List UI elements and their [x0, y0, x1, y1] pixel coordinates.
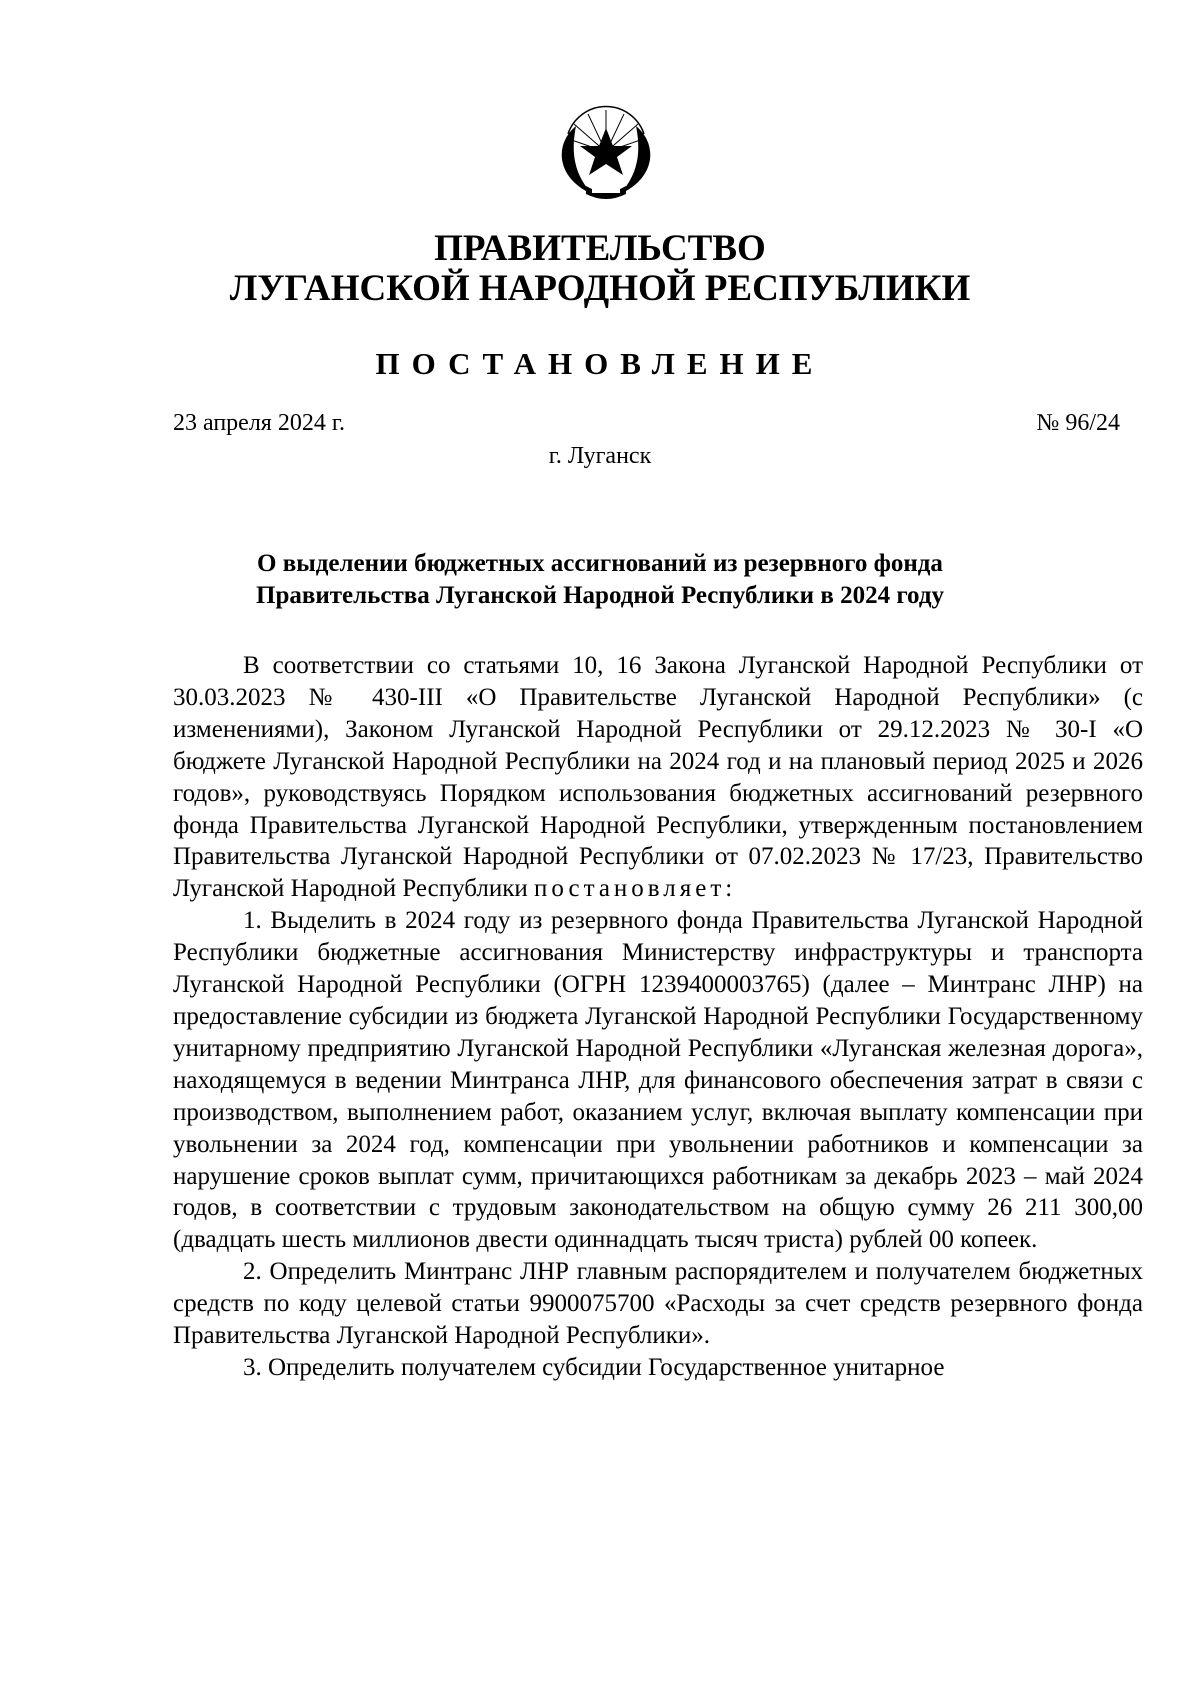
- document-title-line2: Правительства Луганской Народной Республики в 2024 году: [256, 582, 944, 609]
- document-city: г. Луганск: [548, 443, 652, 469]
- preamble-text: В соответствии со статьями 10, 16 Закона Луганской Народной Республики от 30.03.2023 № 430-III «О Правительстве Луганской Народной Республики» (с изменениями), Законом Луганской Народной Республики от 29.12.2023 № 30-I «О бюджете Луганской Народной Республики на 2024 год и на плановый период 2025 и 2026 годов», руководствуясь Порядком использования бюджетных ассигнований резервного фонда Правительства Луганской Народной Республики, утвержденным постановлением Правительства Луганской Народной Республики от 07.02.2023 № 17/23, Правительство Луганской Народной Республики: [173, 652, 1143, 903]
- item-2-paragraph: 2. Определить Минтранс ЛНР главным распорядителем и получателем бюджетных средств по коду целевой статьи 9900075700 «Расходы за счет средств резервного фонда Правительства Луганской Народной Республики».: [173, 1258, 1143, 1350]
- organization-title-line1: ПРАВИТЕЛЬСТВО: [434, 228, 766, 269]
- organization-title-line2: ЛУГАНСКОЙ НАРОДНОЙ РЕСПУБЛИКИ: [229, 268, 971, 309]
- document-title: [220, 548, 980, 612]
- document-type: ПОСТАНОВЛЕНИЕ: [375, 346, 825, 381]
- preamble-paragraph: [173, 650, 1143, 905]
- document-title-line1: О выделении бюджетных ассигнований из резервного фонда: [257, 550, 943, 577]
- item-1-paragraph: 1. Выделить в 2024 году из резервного фонда Правительства Луганской Народной Республики бюджетные ассигнования Министерству инфраструктуры и транспорта Луганской Народной Республики (ОГРН 1239400003765) (далее – Минтранс ЛНР) на предоставление субсидии из бюджета Луганской Народной Республики Государственному унитарному предприятию Луганской Народной Республики «Луганская железная дорога», находящемуся в ведении Минтранса ЛНР, для финансового обеспечения затрат в связи с производством, выполнением работ, оказанием услуг, включая выплату компенсации при увольнении за 2024 год, компенсации при увольнении работников и компенсации за нарушение сроков выплат сумм, причитающихся работникам за декабрь 2023 – май 2024 годов, в соответствии с трудовым законодательством на общую сумму 26 211 300,00 (двадцать шесть миллионов двести одиннадцать тысяч триста) рублей 00 копеек.: [173, 907, 1143, 1254]
- decree-word: постановляет:: [534, 875, 737, 903]
- document-date: 23 апреля 2024 г.: [173, 410, 345, 436]
- coat-of-arms-icon: [546, 104, 666, 204]
- item-3-paragraph: 3. Определить получателем субсидии Государственное унитарное: [243, 1353, 945, 1381]
- document-number: № 96/24: [1036, 410, 1120, 436]
- document-body: [173, 650, 1143, 1384]
